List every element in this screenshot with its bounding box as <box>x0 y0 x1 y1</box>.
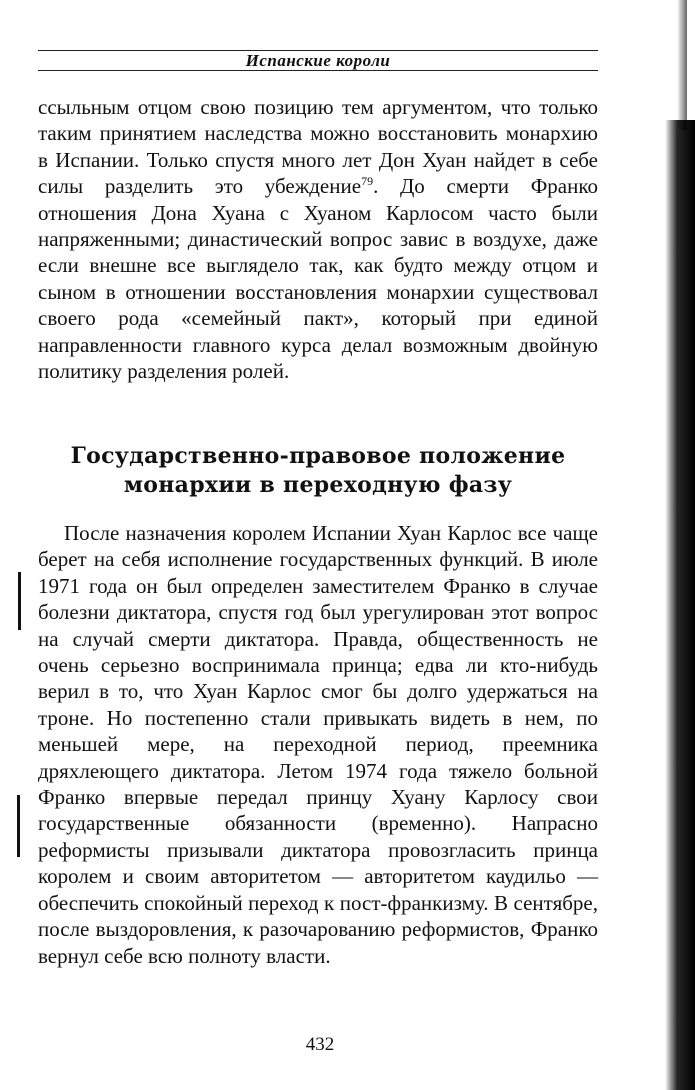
running-header-title: Испанские короли <box>245 51 391 70</box>
paragraph-1-text-after: . До смерти Франко отношения Дона Хуана с Хуаном Карлосом часто были напряженными; династический вопрос завис в воздухе, даже если внешне все выглядело так, как будто между отцом и сыном в отношении восстановления монархии существовал своего рода «семейный пакт», который при единой направленности главного курса делал возможным двойную политику разделения ролей. <box>38 174 599 384</box>
page-edge-shadow <box>665 120 695 1090</box>
margin-mark <box>18 572 21 630</box>
margin-mark <box>17 795 20 857</box>
paragraph-1 <box>38 94 598 384</box>
paragraph-1-text-before: ссыльным отцом свою позицию тем аргументом, что только таким принятием наследства можно восстановить монархию в Испании. Только спустя много лет Дон Хуан найдет в себе силы разделить это убеждение <box>38 95 598 199</box>
section-heading-line-1: Государственно-правовое положение <box>70 443 566 469</box>
section-heading-line-2: монархии в переходную фазу <box>123 472 513 498</box>
paragraph-2: После назначения королем Испании Хуан Карлос все чаще берет на себя исполнение государственных функций. В июле 1971 года он был определен заместителем Франко в случае болезни диктатора, спустя год был урегулирован этот вопрос на случай смерти диктатора. Правда, общественность не очень серьезно воспринимала принца; едва ли кто-нибудь верил в то, что Хуан Карлос смог бы долго удержаться на троне. Но постепенно стали привыкать видеть в нем, по меньшей мере, на переходной период, преемника дряхлеющего диктатора. Летом 1974 года тяжело больной Франко впервые передал принцу Хуану Карлосу свои государственные обязанности (временно). Напрасно реформисты призывали диктатора провозгласить принца королем и своим авторитетом — авторитетом каудильо — обеспечить спокойный переход к пост-франкизму. В сентябре, после выздоровления, к разочарованию реформистов, Франко вернул себе всю полноту власти. <box>38 521 598 968</box>
section-heading <box>38 442 598 500</box>
running-header <box>38 50 598 71</box>
page-number: 432 <box>305 1034 335 1055</box>
footnote-marker[interactable]: 79 <box>361 174 374 189</box>
page-edge-shadow-top <box>677 0 687 130</box>
